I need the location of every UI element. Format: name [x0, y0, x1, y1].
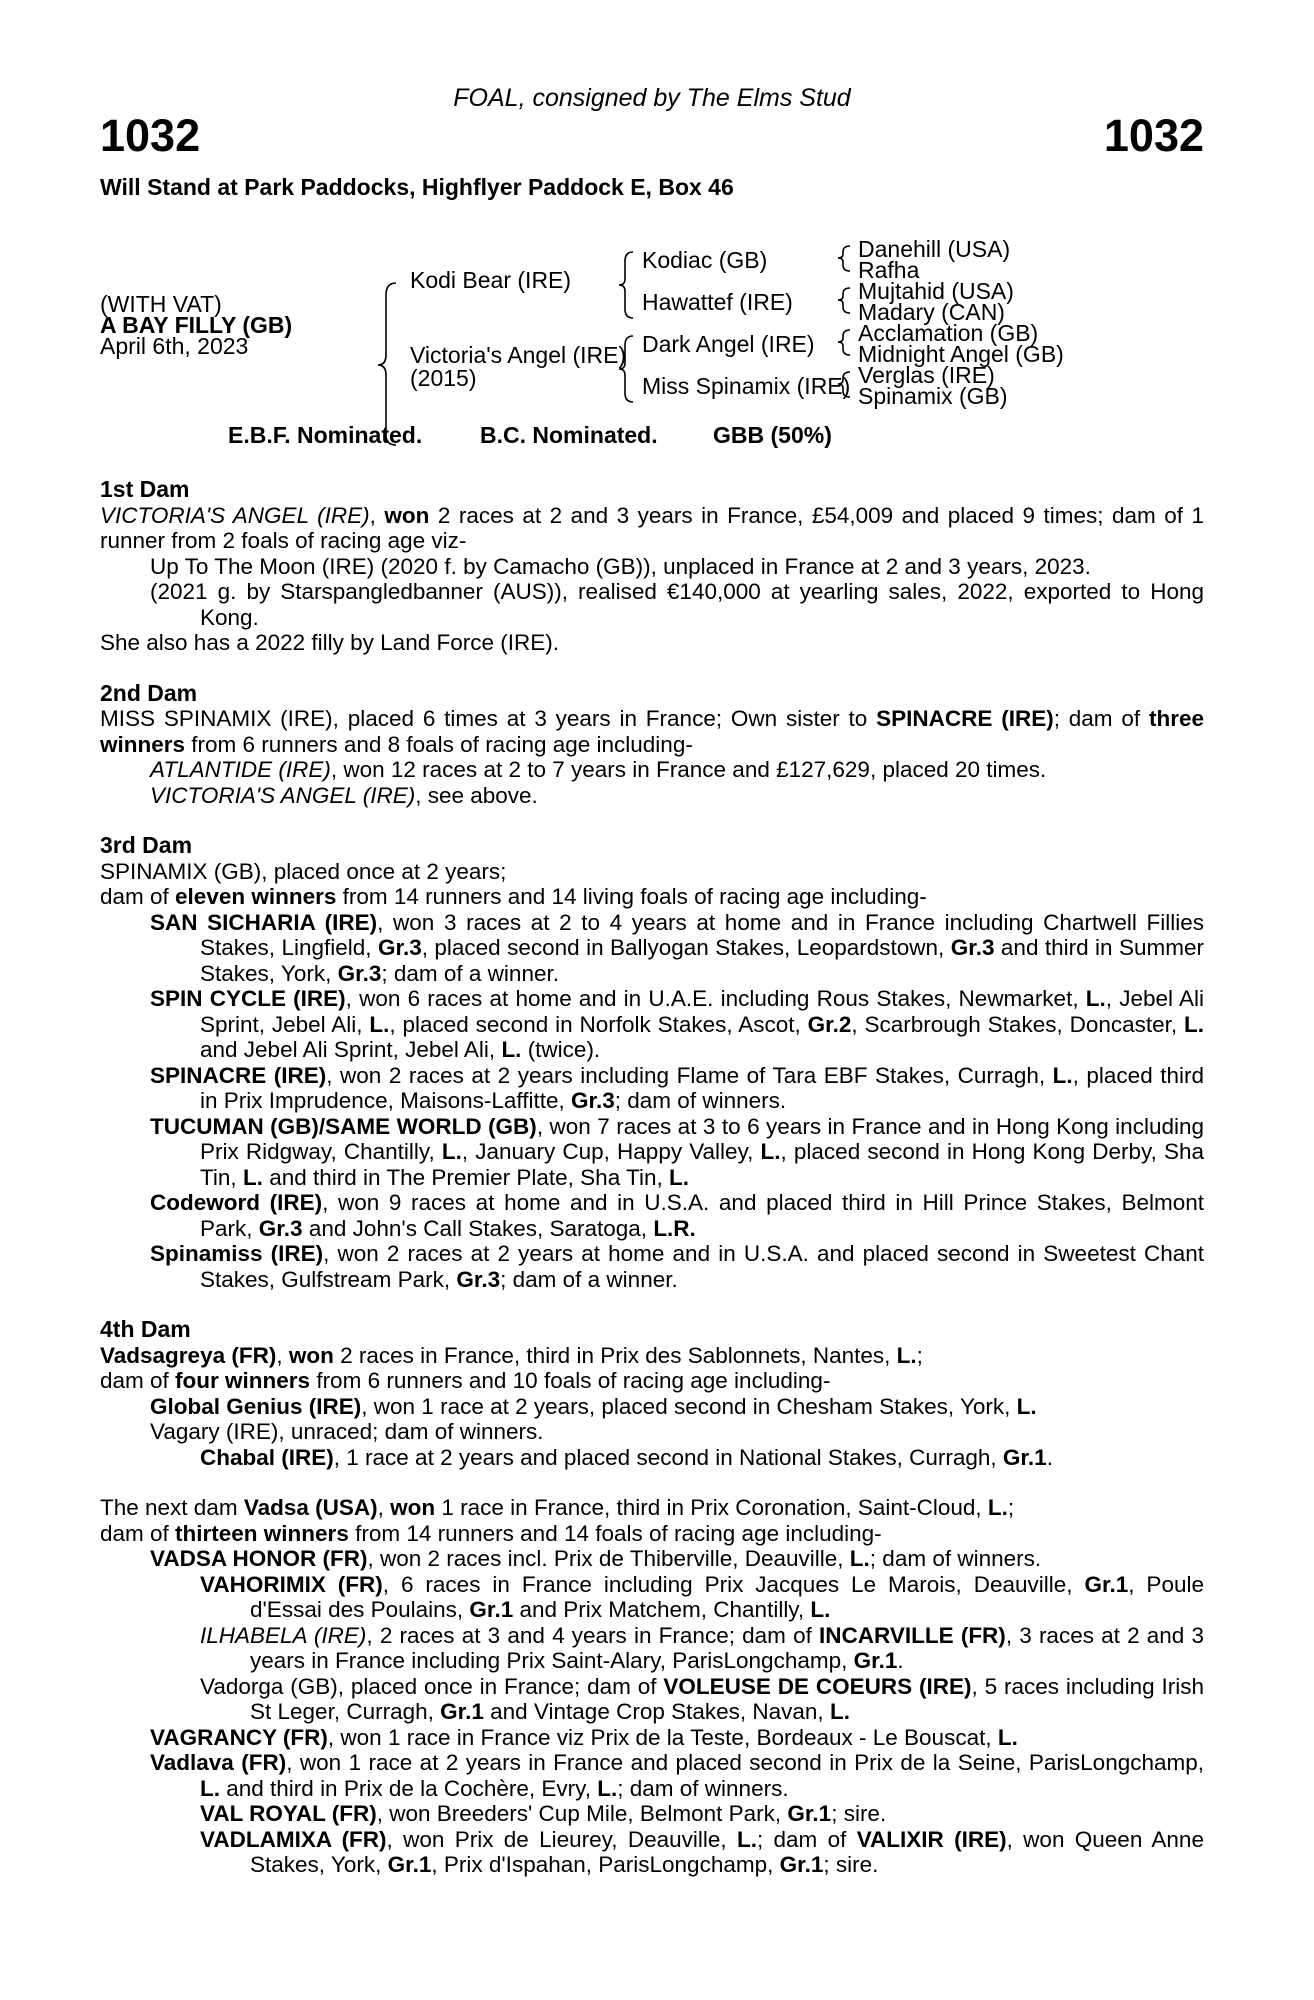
third-dam-entry: SPINACRE (IRE), won 2 races at 2 years including Flame of Tara EBF Stakes, Curragh, L., placed third in Prix Imprudence, Maisons-Laffitte, Gr.3; dam of winners. [150, 1062, 1204, 1113]
next-dam-line-2: dam of thirteen winners from 14 runners and 14 foals of racing age including- [100, 1520, 882, 1546]
ped-dsd: Midnight Angel (GB) [858, 341, 1064, 367]
ped-sss: Danehill (USA) [858, 236, 1011, 262]
gbb-label: GBB (50%) [713, 422, 832, 448]
first-dam-heading: 1st Dam [100, 476, 190, 502]
fourth-dam-line-2: dam of four winners from 6 runners and 10 foals of racing age including- [100, 1368, 831, 1393]
ped-dds: Verglas (IRE) [858, 362, 995, 388]
ped-sdd: Madary (CAN) [858, 299, 1005, 325]
second-dam-produce-2: VICTORIA'S ANGEL (IRE), see above. [150, 782, 538, 808]
ped-ddd: Spinamix (GB) [858, 383, 1008, 409]
pedigree-body [100, 477, 1204, 1903]
first-dam-note: She also has a 2022 filly by Land Force (IRE). [100, 630, 559, 655]
sire-dam: Hawattef (IRE) [642, 289, 793, 315]
next-dam-section [100, 1495, 1204, 1878]
first-dam-summary: VICTORIA'S ANGEL (IRE), won 2 races at 2 and 3 years in France, £54,009 and placed 9 times; dam of 1 runner from 2 foals of racing age viz- [100, 502, 1204, 553]
next-dam-entry: Vadorga (GB), placed once in France; dam of VOLEUSE DE COEURS (IRE), 5 races including Irish St Leger, Curragh, Gr.1 and Vintage Crop Stakes, Navan, L. [200, 1673, 1204, 1724]
dam-sire: Dark Angel (IRE) [642, 331, 815, 357]
fourth-dam-section [100, 1317, 1204, 1470]
first-dam-section [100, 477, 1204, 656]
third-dam-entry: SAN SICHARIA (IRE), won 3 races at 2 to 4 years at home and in France including Chartwell Fillies Stakes, Lingfield, Gr.3, placed second in Ballyogan Stakes, Leopardstown, Gr.3 and third in Summer Stakes, York, Gr.3; dam of a winner. [150, 909, 1204, 986]
first-dam-produce-2: (2021 g. by Starspangledbanner (AUS)), realised €140,000 at yearling sales, 2022, exported to Hong Kong. [150, 579, 1204, 630]
third-dam-entry: Spinamiss (IRE), won 2 races at 2 years at home and in U.S.A. and placed second in Sweetest Chant Stakes, Gulfstream Park, Gr.3; dam of a winner. [150, 1241, 1204, 1292]
sire-sire: Kodiac (GB) [642, 247, 768, 273]
third-dam-line-2: dam of eleven winners from 14 runners and 14 living foals of racing age including- [100, 884, 927, 909]
lot-number-right: 1032 [1103, 110, 1204, 161]
horse-name: A BAY FILLY (GB) [100, 312, 293, 338]
ebf-nomination: E.B.F. Nominated. [228, 422, 423, 448]
next-dam-entry: VADSA HONOR (FR), won 2 races incl. Prix de Thiberville, Deauville, L.; dam of winners. [150, 1546, 1042, 1571]
consignor-line: FOAL, consigned by The Elms Stud [453, 84, 851, 112]
fourth-dam-entry: Chabal (IRE), 1 race at 2 years and placed second in National Stakes, Curragh, Gr.1. [200, 1444, 1053, 1470]
fourth-dam-heading: 4th Dam [100, 1316, 191, 1342]
ped-sds: Mujtahid (USA) [858, 278, 1014, 304]
fourth-dam-line-1: Vadsagreya (FR), won 2 races in France, third in Prix des Sablonnets, Nantes, L.; [100, 1342, 923, 1368]
bc-nomination: B.C. Nominated. [480, 422, 658, 448]
fourth-dam-entry: Vagary (IRE), unraced; dam of winners. [150, 1419, 544, 1444]
third-dam-entry: Codeword (IRE), won 9 races at home and in U.S.A. and placed third in Hill Prince Stakes, Belmont Park, Gr.3 and John's Call Stakes, Saratoga, L.R. [150, 1190, 1204, 1241]
third-dam-heading: 3rd Dam [100, 832, 193, 858]
ped-ssd: Rafha [858, 257, 920, 283]
next-dam-entry: ILHABELA (IRE), 2 races at 3 and 4 years in France; dam of INCARVILLE (FR), 3 races at 2 and 3 years in France including Prix Saint-Alary, ParisLongchamp, Gr.1. [200, 1622, 1205, 1673]
next-dam-line-1: The next dam Vadsa (USA), won 1 race in France, third in Prix Coronation, Saint-Cloud, L.; [100, 1495, 1015, 1520]
next-dam-entry: VAL ROYAL (FR), won Breeders' Cup Mile, Belmont Park, Gr.1; sire. [200, 1801, 887, 1826]
sire: Kodi Bear (IRE) [410, 267, 572, 293]
horse-dob: April 6th, 2023 [100, 333, 249, 359]
fourth-dam-entry: Global Genius (IRE), won 1 race at 2 years, placed second in Chesham Stakes, York, L. [150, 1393, 1037, 1419]
second-dam-heading: 2nd Dam [100, 679, 198, 706]
second-dam-section [100, 681, 1204, 809]
next-dam-entry: Vadlava (FR), won 1 race at 2 years in France and placed second in Prix de la Seine, ParisLongchamp, L. and third in Prix de la Cochère, Evry, L.; dam of winners. [150, 1750, 1205, 1801]
stand-location: Will Stand at Park Paddocks, Highflyer Paddock E, Box 46 [100, 174, 734, 200]
third-dam-line-1: SPINAMIX (GB), placed once at 2 years; [100, 858, 507, 884]
next-dam-entry: VAGRANCY (FR), won 1 race in France viz Prix de la Teste, Bordeaux - Le Bouscat, L. [150, 1724, 1018, 1750]
next-dam-entry: VAHORIMIX (FR), 6 races in France including Prix Jacques Le Marois, Deauville, Gr.1, Poule d'Essai des Poulains, Gr.1 and Prix Matchem, Chantilly, L. [200, 1571, 1204, 1622]
second-dam-summary: MISS SPINAMIX (IRE), placed 6 times at 3 years in France; Own sister to SPINACRE (IRE); dam of three winners from 6 runners and 8 foals of racing age including- [100, 706, 1204, 757]
third-dam-entry: SPIN CYCLE (IRE), won 6 races at home and in U.A.E. including Rous Stakes, Newmarket, L., Jebel Ali Sprint, Jebel Ali, L., placed second in Norfolk Stakes, Ascot, Gr.2, Scarbrough Stakes, Doncaster, L. and Jebel Ali Sprint, Jebel Ali, L. (twice). [150, 986, 1204, 1062]
dam: Victoria's Angel (IRE) [410, 342, 627, 368]
first-dam-produce-1: Up To The Moon (IRE) (2020 f. by Camacho (GB)), unplaced in France at 2 and 3 years, 2023. [150, 553, 1091, 579]
third-dam-entry: TUCUMAN (GB)/SAME WORLD (GB), won 7 races at 3 to 6 years in France and in Hong Kong including Prix Ridgway, Chantilly, L., January Cup, Happy Valley, L., placed second in Hong Kong Derby, Sha Tin, L. and third in The Premier Plate, Sha Tin, L. [150, 1113, 1204, 1190]
lot-number-left: 1032 [100, 110, 201, 161]
ped-dss: Acclamation (GB) [858, 320, 1039, 346]
dam-year: (2015) [410, 365, 477, 391]
dam-dam: Miss Spinamix (IRE) [642, 373, 851, 399]
next-dam-entry: VADLAMIXA (FR), won Prix de Lieurey, Deauville, L.; dam of VALIXIR (IRE), won Queen Anne Stakes, York, Gr.1, Prix d'Ispahan, ParisLongchamp, Gr.1; sire. [200, 1826, 1204, 1877]
third-dam-section [100, 833, 1204, 1292]
second-dam-produce-1: ATLANTIDE (IRE), won 12 races at 2 to 7 years in France and £127,629, placed 20 times. [150, 757, 1047, 782]
vat-label: (WITH VAT) [100, 291, 222, 317]
